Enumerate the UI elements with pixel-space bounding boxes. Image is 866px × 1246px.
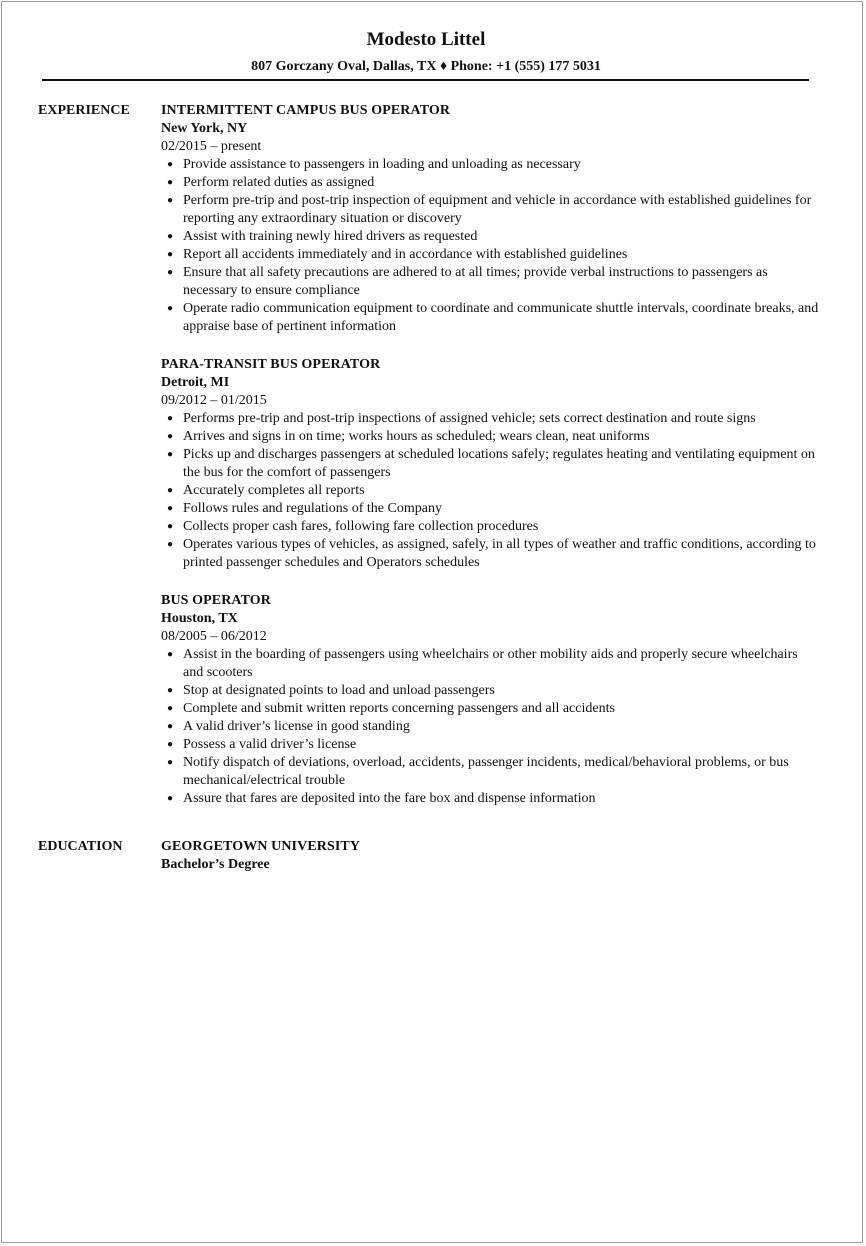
job-title: BUS OPERATOR <box>161 593 271 608</box>
bullet-icon: ● <box>167 793 174 804</box>
duty-item <box>161 192 821 228</box>
duty-text: Accurately completes all reports <box>183 483 365 498</box>
duty-text: Stop at designated points to load and unload passengers <box>183 683 495 698</box>
bullet-icon: ● <box>167 503 174 514</box>
job-dates: 08/2005 – 06/2012 <box>161 629 267 644</box>
job-dates: 09/2012 – 01/2015 <box>161 393 267 408</box>
duty-text: Assure that fares are deposited into the fare box and dispense information <box>183 791 596 806</box>
resume-header <box>0 28 866 76</box>
bullet-icon: ● <box>167 195 174 206</box>
bullet-icon: ● <box>167 721 174 732</box>
bullet-icon: ● <box>167 703 174 714</box>
bullet-icon: ● <box>167 413 174 424</box>
bullet-icon: ● <box>167 159 174 170</box>
school-name: GEORGETOWN UNIVERSITY <box>161 839 361 854</box>
section-title-experience: EXPERIENCE <box>38 103 130 118</box>
duty-item <box>161 174 821 192</box>
job-location: Houston, TX <box>161 611 238 626</box>
bullet-icon: ● <box>167 539 174 550</box>
duty-item <box>161 446 821 482</box>
bullet-icon: ● <box>167 521 174 532</box>
header-divider <box>42 79 809 81</box>
duty-item <box>161 736 821 754</box>
duty-text: Provide assistance to passengers in loading and unloading as necessary <box>183 157 581 172</box>
bullet-icon: ● <box>167 303 174 314</box>
job-location: New York, NY <box>161 121 248 136</box>
bullet-icon: ● <box>167 431 174 442</box>
duty-list <box>161 410 821 572</box>
education-body <box>161 838 821 874</box>
job-entry <box>161 102 821 336</box>
duty-item <box>161 410 821 428</box>
duty-text: Assist with training newly hired drivers as requested <box>183 229 478 244</box>
contact-line: 807 Gorczany Oval, Dallas, TX ♦ Phone: +1 (555) 177 5031 <box>251 59 601 74</box>
section-title-education: EDUCATION <box>38 839 123 854</box>
duty-item <box>161 682 821 700</box>
duty-text: Operates various types of vehicles, as assigned, safely, in all types of weather and traffic conditions, according to printed passenger schedules and Operators schedules <box>183 537 816 570</box>
bullet-icon: ● <box>167 267 174 278</box>
duty-text: Follows rules and regulations of the Company <box>183 501 442 516</box>
bullet-icon: ● <box>167 249 174 260</box>
bullet-icon: ● <box>167 649 174 660</box>
duty-text: Collects proper cash fares, following fare collection procedures <box>183 519 539 534</box>
duty-item <box>161 646 821 682</box>
duty-item <box>161 754 821 790</box>
duty-item <box>161 482 821 500</box>
bullet-icon: ● <box>167 449 174 460</box>
duty-text: Arrives and signs in on time; works hours as scheduled; wears clean, neat uniforms <box>183 429 650 444</box>
duty-item <box>161 536 821 572</box>
degree: Bachelor’s Degree <box>161 857 270 872</box>
experience-body <box>161 102 821 828</box>
bullet-icon: ● <box>167 685 174 696</box>
duty-item <box>161 228 821 246</box>
duty-list <box>161 156 821 336</box>
duty-item <box>161 700 821 718</box>
bullet-icon: ● <box>167 485 174 496</box>
duty-text: Operate radio communication equipment to coordinate and communicate shuttle intervals, coordinate breaks, and appraise base of pertinent information <box>183 301 819 334</box>
job-entry <box>161 592 821 808</box>
bullet-icon: ● <box>167 757 174 768</box>
duty-text: Report all accidents immediately and in accordance with established guidelines <box>183 247 628 262</box>
duty-text: Ensure that all safety precautions are adhered to at all times; provide verbal instructions to passengers as necessary to ensure compliance <box>183 265 768 298</box>
bullet-icon: ● <box>167 177 174 188</box>
job-entry <box>161 356 821 572</box>
job-dates: 02/2015 – present <box>161 139 262 154</box>
candidate-name: Modesto Littel <box>366 29 486 50</box>
job-location: Detroit, MI <box>161 375 230 390</box>
duty-text: Performs pre-trip and post-trip inspections of assigned vehicle; sets correct destination and route signs <box>183 411 756 426</box>
duty-item <box>161 500 821 518</box>
duty-text: A valid driver’s license in good standing <box>183 719 410 734</box>
duty-item <box>161 790 821 808</box>
duty-item <box>161 246 821 264</box>
duty-list <box>161 646 821 808</box>
duty-text: Perform pre-trip and post-trip inspection of equipment and vehicle in accordance with established guidelines for reporting any extraordinary situation or discovery <box>183 193 812 226</box>
bullet-icon: ● <box>167 231 174 242</box>
duty-item <box>161 300 821 336</box>
duty-text: Notify dispatch of deviations, overload, accidents, passenger incidents, medical/behavioral problems, or bus mechanical/electrical trouble <box>183 755 789 788</box>
duty-item <box>161 428 821 446</box>
duty-text: Perform related duties as assigned <box>183 175 375 190</box>
duty-text: Picks up and discharges passengers at scheduled locations safely; regulates heating and ventilating equipment on the bus for the comfort of passengers <box>183 447 815 480</box>
job-title: INTERMITTENT CAMPUS BUS OPERATOR <box>161 103 451 118</box>
duty-text: Assist in the boarding of passengers using wheelchairs or other mobility aids and properly secure wheelchairs and scooters <box>183 647 798 680</box>
duty-item <box>161 264 821 300</box>
job-title: PARA-TRANSIT BUS OPERATOR <box>161 357 381 372</box>
duty-item <box>161 518 821 536</box>
duty-item <box>161 156 821 174</box>
duty-text: Complete and submit written reports concerning passengers and all accidents <box>183 701 615 716</box>
duty-text: Possess a valid driver’s license <box>183 737 357 752</box>
duty-item <box>161 718 821 736</box>
bullet-icon: ● <box>167 739 174 750</box>
